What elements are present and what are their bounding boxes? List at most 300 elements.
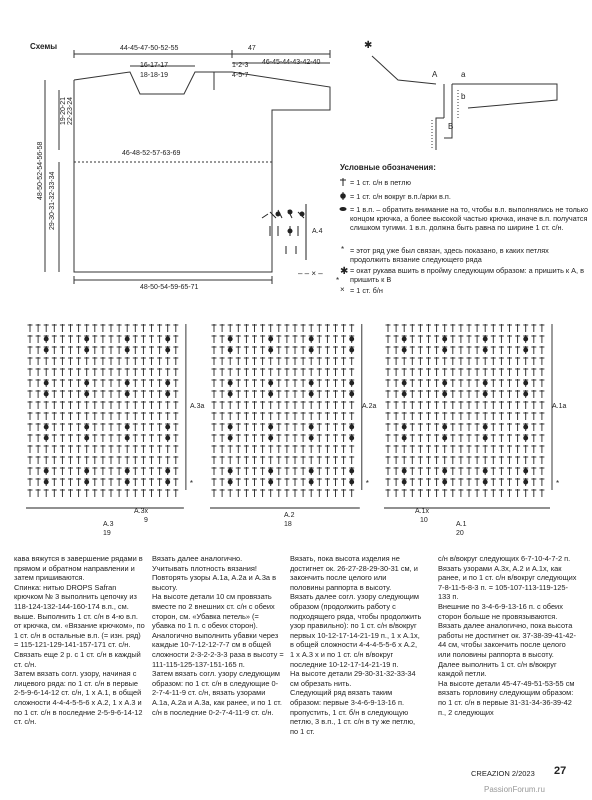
chart-stitch: [402, 401, 407, 409]
chart-stitch: [84, 467, 89, 475]
chart-stitch: [475, 368, 480, 376]
chart-stitch: [165, 445, 170, 453]
chart-stitch: [301, 445, 306, 453]
chart-stitch: [117, 368, 122, 376]
chart-stitch: [467, 357, 472, 365]
chart-stitch: [252, 346, 257, 354]
chart-stitch: [173, 445, 178, 453]
chart-stitch: [499, 412, 504, 420]
chart-stitch: [36, 401, 41, 409]
chart-stitch: [467, 368, 472, 376]
chart-stitch: [173, 478, 178, 486]
chart-stitch: [212, 456, 217, 464]
chart-stitch: [394, 456, 399, 464]
chart-stitch: [268, 346, 273, 354]
chart-stitch: [260, 357, 265, 365]
chart-stitch: [244, 346, 249, 354]
chart-stitch: [220, 335, 225, 343]
chart-stitch: [228, 401, 233, 409]
chart-stitch: [149, 434, 154, 442]
chart-stitch: [68, 445, 73, 453]
chart-stitch: [434, 423, 439, 431]
chart-stitch: [133, 324, 138, 332]
chart-stitch: [125, 324, 130, 332]
chart-stitch: [36, 445, 41, 453]
chart-stitch: [228, 489, 233, 497]
chart-stitch: [84, 445, 89, 453]
chart-stitch: [157, 434, 162, 442]
chart-stitch: [499, 368, 504, 376]
chart-stitch: [410, 368, 415, 376]
chart-stitch: [293, 324, 298, 332]
chart-stitch: [515, 346, 520, 354]
chart-stitch: [333, 335, 338, 343]
chart-stitch: [325, 368, 330, 376]
legend-item: [350, 178, 590, 187]
chart-stitch: [515, 434, 520, 442]
chart-stitch: [325, 478, 330, 486]
chart-stitch: [394, 423, 399, 431]
chart-stitch: [491, 379, 496, 387]
chart-stitch: [515, 357, 520, 365]
chart-stitch: [515, 423, 520, 431]
chart-stitch: [349, 489, 354, 497]
chart-stitch: [109, 456, 114, 464]
chart-stitch: [325, 489, 330, 497]
chart-stitch: [149, 445, 154, 453]
chart-stitch: [100, 390, 105, 398]
chart-stitch: [52, 379, 57, 387]
chart-stitch: [76, 445, 81, 453]
chart-stitch: [212, 434, 217, 442]
legend-text: = 1 в.п. – обратить внимание на то, чтобы в.п. выполнялись не только концом крючка, а более высокой частью крючка, иначе в.п. получатся слишком тугими. 1 в.п. должна быть равна по ширине 1 ст. с/н.: [350, 205, 589, 232]
chart-stitch: [44, 357, 49, 365]
chart-stitch: [284, 434, 289, 442]
chart-stitch: [76, 335, 81, 343]
chart-stitch: [317, 478, 322, 486]
chart-stitch: [523, 324, 528, 332]
chart-stitch: [276, 346, 281, 354]
chart-stitch: [458, 434, 463, 442]
chart-stitch: [475, 357, 480, 365]
chart-stitch: [491, 401, 496, 409]
chart-stitch: [309, 335, 314, 343]
chart-stitch: [442, 412, 447, 420]
chart-stitch: [60, 357, 65, 365]
chart-stitch: [284, 335, 289, 343]
chart-stitch: [491, 357, 496, 365]
chart-stitch: [386, 434, 391, 442]
chart-stitch: [507, 467, 512, 475]
chart-stitch: [260, 335, 265, 343]
legend-item: [350, 205, 590, 232]
chart-stitch: [68, 346, 73, 354]
chart-stitch: [402, 357, 407, 365]
chart-stitch: [133, 467, 138, 475]
shoulder-a-label: 1-2-3: [232, 62, 249, 69]
chart-stitch: [317, 390, 322, 398]
chart-stitch: [76, 467, 81, 475]
chart-stitch: [333, 412, 338, 420]
chart-stitch: [260, 456, 265, 464]
chart-stitch: [133, 346, 138, 354]
chart-stitch: [507, 379, 512, 387]
chart-stitch: [276, 324, 281, 332]
chart-stitch: [228, 390, 233, 398]
chart-stitch: [149, 379, 154, 387]
chart-stitch: [157, 401, 162, 409]
chart-stitch: [100, 412, 105, 420]
chart-stitch: [507, 478, 512, 486]
chart-stitch: [539, 324, 544, 332]
chart-stitch: [125, 445, 130, 453]
chart-stitch: [92, 379, 97, 387]
chart-stitch: [68, 489, 73, 497]
chart-stitch: [317, 379, 322, 387]
chart-stitch: [402, 368, 407, 376]
chart-stitch: [212, 445, 217, 453]
chart-stitch: [157, 412, 162, 420]
chart-stitch: [52, 368, 57, 376]
chart-stitch: [117, 335, 122, 343]
chart-stitch: [92, 423, 97, 431]
paragraph: Вязать, пока высота изделия не достигнет ок. 26-27-28-29-30-31 см, и закончить после целого или половины раппорта в высоту.: [290, 554, 418, 592]
chart-stitch: [507, 335, 512, 343]
chart-stitch: [386, 489, 391, 497]
chart-stitch: [212, 478, 217, 486]
chart-stitch: [499, 357, 504, 365]
chart-stitch: [109, 335, 114, 343]
chart-stitch: [60, 478, 65, 486]
chart-stitch: [418, 379, 423, 387]
chart-stitch: [276, 379, 281, 387]
chart-star: *: [556, 479, 560, 488]
chart-stitch: [317, 445, 322, 453]
chart-stitch: [515, 379, 520, 387]
chart-stitch: [458, 478, 463, 486]
chart-stitch: [84, 346, 89, 354]
chart-stitch: [252, 445, 257, 453]
chart-stitch: [458, 324, 463, 332]
chart-stitch: [499, 423, 504, 431]
chart-stitch: [244, 456, 249, 464]
legend-item: [350, 286, 590, 295]
chart1-bottom-num: 9: [144, 517, 148, 524]
chart-stitch: [157, 478, 162, 486]
chart-stitch: [165, 478, 170, 486]
chart-stitch: [539, 478, 544, 486]
chart-stitch: [220, 478, 225, 486]
chart-stitch: [117, 434, 122, 442]
chart-stitch: [228, 379, 233, 387]
chart-stitch: [84, 379, 89, 387]
chart-stitch: [515, 368, 520, 376]
chart-stitch: [100, 423, 105, 431]
chart-stitch: [491, 445, 496, 453]
chart-stitch: [507, 412, 512, 420]
chart-stitch: [84, 423, 89, 431]
chart-stitch: [252, 434, 257, 442]
chart-stitch: [228, 445, 233, 453]
chart-stitch: [491, 434, 496, 442]
chart-stitch: [539, 489, 544, 497]
chart-stitch: [52, 467, 57, 475]
chart-stitch: [410, 445, 415, 453]
chart-stitch: [36, 335, 41, 343]
chart-stitch: [157, 456, 162, 464]
chart-stitch: [228, 467, 233, 475]
chart-stitch: [434, 357, 439, 365]
chart-stitch: [141, 346, 146, 354]
chart-stitch: [141, 390, 146, 398]
chart-stitch: [212, 467, 217, 475]
chart-stitch: [394, 357, 399, 365]
chart-stitch: [309, 423, 314, 431]
shoulder-b-label: 4-5-7: [232, 72, 249, 79]
chart-stitch: [109, 478, 114, 486]
chart-stitch: [76, 456, 81, 464]
chart-stitch: [157, 357, 162, 365]
chart-block-3: [384, 324, 559, 508]
chart-stitch: [149, 456, 154, 464]
chart-stitch: [475, 434, 480, 442]
chart-stitch: [410, 357, 415, 365]
chart-stitch: [325, 335, 330, 343]
chart3-bottom-label: A.1x: [415, 508, 430, 515]
chart-stitch: [475, 390, 480, 398]
chart-stitch: [276, 434, 281, 442]
chart-stitch: [100, 456, 105, 464]
chart-stitch: [228, 412, 233, 420]
chart1-outer-num: 19: [103, 530, 111, 537]
chart-stitch: [100, 445, 105, 453]
chart-stitch: [236, 379, 241, 387]
chart-stitch: [276, 478, 281, 486]
chart-stitch: [68, 478, 73, 486]
chart-stitch: [458, 346, 463, 354]
chart-stitch: [125, 434, 130, 442]
chart-stitch: [76, 379, 81, 387]
chart-stitch: [268, 401, 273, 409]
chart-stitch: [507, 434, 512, 442]
chart-stitch: [386, 401, 391, 409]
chart-stitch: [125, 401, 130, 409]
chart-stitch: [523, 412, 528, 420]
chart-stitch: [60, 335, 65, 343]
chart-stitch: [467, 335, 472, 343]
chart-stitch: [157, 368, 162, 376]
chart-stitch: [333, 390, 338, 398]
chart-stitch: [515, 478, 520, 486]
chart-stitch: [236, 412, 241, 420]
chart-stitch: [458, 401, 463, 409]
chart-stitch: [109, 357, 114, 365]
chart-stitch: [173, 401, 178, 409]
chart-stitch: [491, 368, 496, 376]
chart-stitch: [68, 335, 73, 343]
chart-stitch: [92, 324, 97, 332]
chart-stitch: [228, 478, 233, 486]
chart-stitch: [236, 423, 241, 431]
chart-stitch: [68, 390, 73, 398]
chart-stitch: [317, 357, 322, 365]
chart-stitch: [141, 456, 146, 464]
paragraph: кава вяжутся в завершение рядами в прямом и обратном направлении и затем пришиваются.: [14, 554, 143, 583]
chart-stitch: [333, 445, 338, 453]
chart-stitch: [499, 401, 504, 409]
chart-stitch: [84, 412, 89, 420]
chart-stitch: [252, 401, 257, 409]
chart-stitch: [268, 423, 273, 431]
text-column-2: [152, 554, 284, 717]
chart-stitch: [426, 379, 431, 387]
chart-stitch: [507, 456, 512, 464]
legend-text: = 1 ст. с/н вокруг в.п./арки в.п.: [350, 192, 451, 201]
chart-stitch: [325, 423, 330, 431]
chart-stitch: [539, 346, 544, 354]
chart-stitch: [333, 401, 338, 409]
chart-stitch: [212, 346, 217, 354]
chart-stitch: [475, 489, 480, 497]
chart-stitch: [475, 445, 480, 453]
chart-stitch: [228, 456, 233, 464]
chart-stitch: [434, 434, 439, 442]
chart-stitch: [60, 445, 65, 453]
chart-stitch: [260, 412, 265, 420]
chart-stitch: [442, 401, 447, 409]
sleeve-label-b: b: [461, 92, 466, 101]
chart-stitch: [341, 357, 346, 365]
chart-stitch: [76, 390, 81, 398]
chart-stitch: [244, 478, 249, 486]
chart-stitch: [173, 434, 178, 442]
chart-stitch: [220, 445, 225, 453]
chart-stitch: [117, 390, 122, 398]
chart-stitch: [410, 379, 415, 387]
chart-stitch: [52, 335, 57, 343]
chart-stitch: [36, 412, 41, 420]
chart-stitch: [100, 324, 105, 332]
chart-stitch: [450, 335, 455, 343]
chart-stitch: [301, 456, 306, 464]
chart-stitch: [434, 379, 439, 387]
chart-stitch: [539, 467, 544, 475]
chart-stitch: [100, 434, 105, 442]
chart-stitch: [491, 324, 496, 332]
chart-stitch: [212, 335, 217, 343]
chart-stitch: [236, 401, 241, 409]
sleeve-label-B: B: [448, 122, 454, 131]
chart-stitch: [252, 478, 257, 486]
chart-stitch: [36, 390, 41, 398]
chart-stitch: [531, 346, 536, 354]
chart-stitch: [84, 401, 89, 409]
chart-stitch: [426, 489, 431, 497]
chart-stitch: [426, 368, 431, 376]
chart-stitch: [394, 379, 399, 387]
chart-stitch: [236, 456, 241, 464]
chart-stitch: [523, 379, 528, 387]
chart-stitch: [442, 478, 447, 486]
chart-stitch: [523, 489, 528, 497]
chart-stitch: [515, 456, 520, 464]
chart-stitch: [450, 434, 455, 442]
chart-stitch: [220, 401, 225, 409]
chart-stitch: [117, 489, 122, 497]
chart-stitch: [268, 445, 273, 453]
chart-stitch: [402, 390, 407, 398]
paragraph: Следующий ряд вязать таким образом: первые 3-4-6-9-13-16 п. пропустить, 1 ст. б/н в следующую петлю, 3 в.п., 1 ст. с/н в ту же петлю, по 1 ст.: [290, 688, 416, 736]
chart-stitch: [92, 368, 97, 376]
chart-stitch: [268, 357, 273, 365]
chart-stitch: [402, 445, 407, 453]
chart-stitch: [499, 456, 504, 464]
chart-stitch: [228, 357, 233, 365]
chart-stitch: [325, 456, 330, 464]
chart-stitch: [100, 478, 105, 486]
chart-stitch: [141, 423, 146, 431]
chart-stitch: [341, 445, 346, 453]
chart-stitch: [68, 324, 73, 332]
chart-stitch: [100, 368, 105, 376]
chart-stitch: [317, 423, 322, 431]
chart-stitch: [333, 489, 338, 497]
chart-stitch: [260, 346, 265, 354]
chart-stitch: [410, 434, 415, 442]
chart-stitch: [125, 467, 130, 475]
chart-stitch: [157, 324, 162, 332]
chart-stitch: [434, 467, 439, 475]
chart-stitch: [539, 445, 544, 453]
chart-stitch: [68, 467, 73, 475]
chart-stitch: [418, 412, 423, 420]
chart-stitch: [109, 489, 114, 497]
chart-stitch: [109, 368, 114, 376]
chart-stitch: [68, 357, 73, 365]
chart-stitch: [539, 379, 544, 387]
chart-stitch: [133, 478, 138, 486]
armhole-bottom-label: 22-23-24: [67, 96, 74, 125]
chart-stitch: [236, 335, 241, 343]
chart-stitch: [309, 390, 314, 398]
chart-stitch: [333, 478, 338, 486]
chart-stitch: [523, 467, 528, 475]
chart-stitch: [157, 423, 162, 431]
chart-stitch: [426, 478, 431, 486]
chart-stitch: [125, 390, 130, 398]
chart-stitch: [483, 445, 488, 453]
chart-stitch: [117, 379, 122, 387]
chart-stitch: [483, 357, 488, 365]
chart-stitch: [386, 379, 391, 387]
chart-stitch: [284, 379, 289, 387]
chart-stitch: [301, 379, 306, 387]
chart-stitch: [268, 335, 273, 343]
chart-stitch: [523, 357, 528, 365]
chart-stitch: [325, 467, 330, 475]
paragraph: Внешние по 3-4-6-9-13-16 п. с обеих сторон больше не провязываются.: [438, 601, 563, 621]
chart-stitch: [499, 489, 504, 497]
chart-stitch: [394, 390, 399, 398]
chart3-side-label: A.1a: [552, 403, 567, 410]
chart-stitch: [268, 434, 273, 442]
chart-stitch: [325, 434, 330, 442]
chart-stitch: [442, 324, 447, 332]
chart-stitch: [467, 456, 472, 464]
chart-stitch: [293, 401, 298, 409]
chart-stitch: [220, 390, 225, 398]
paragraph: Связать еще 2 р. с 1 ст. с/н в каждый ст. с/н.: [14, 649, 141, 669]
